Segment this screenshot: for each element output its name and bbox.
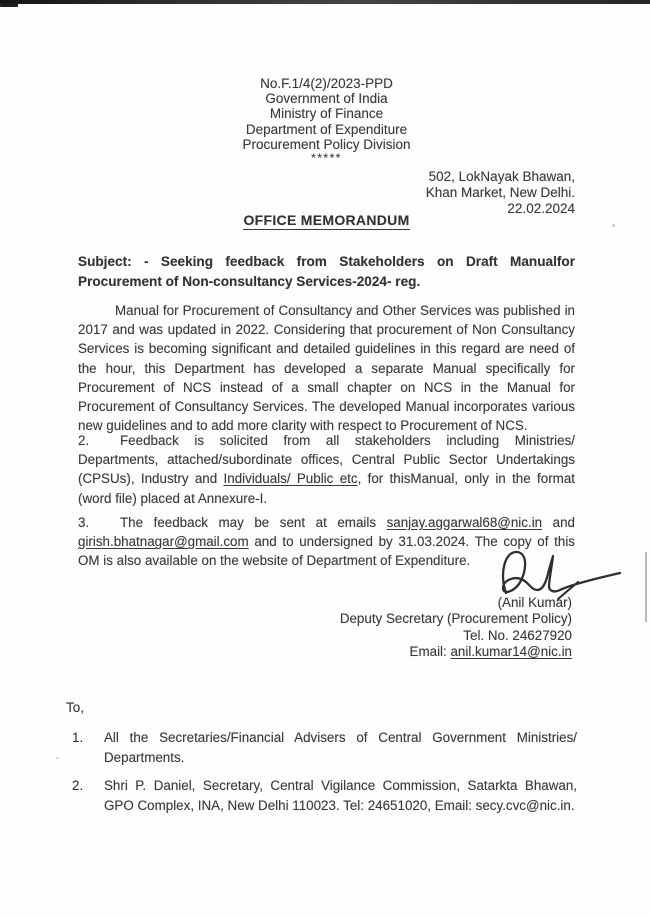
memo-date: 22.02.2024 — [507, 200, 575, 216]
letterhead — [78, 76, 575, 165]
paragraph-2-text: Feedback is solicited from all stakeholders including Ministries/ Departments, attached/subordinate offices, Central Public Sector Undertakings (CPSUs), Industry and — [78, 433, 575, 487]
scan-artifact-top-line — [0, 0, 650, 4]
recipient-2-text: Shri P. Daniel, Secretary, Central Vigilance Commission, Satarkta Bhawan, GPO Complex, INA, New Delhi 110023. Tel: 24651020, Email: secy.cvc@nic.in. — [104, 778, 577, 813]
paragraph-3-number: 3. — [78, 515, 90, 530]
signatory-name: (Anil Kumar) — [497, 595, 572, 610]
signatory-email: anil.kumar14@nic.in — [450, 644, 572, 660]
paragraph-3-text: The feedback may be sent at emails — [120, 515, 387, 530]
paragraph-3-text-mid: and — [542, 515, 576, 530]
signatory-block — [340, 595, 572, 661]
paragraph-1: Manual for Procurement of Consultancy and Other Services was published in 2017 and was updated in 2022. Considering that procurement of Non Consultancy Services is becoming significant and detailed guidelines in this regard are need of the hour, this Department has developed a separate Manual specifically for Procurement of NCS instead of a small chapter on NCS in the Manual for Procurement of Consultancy Services. The developed Manual incorporates various new guidelines and to add more clarity with respect to Procurement of NCS. — [78, 303, 575, 434]
recipient-1-number: 1. — [72, 730, 84, 745]
scan-artifact-right-edge — [645, 552, 647, 622]
subject-block — [78, 252, 575, 291]
address-line-1: 502, LokNayak Bhawan, — [428, 169, 575, 184]
paragraph-3-text-end: and to undersigned by 31.03.2024. The copy of this OM is also available on the website of Department of Expenditure. — [78, 534, 575, 569]
paragraph-2-number: 2. — [78, 433, 90, 448]
divider-asterisks: ***** — [311, 151, 342, 166]
paragraph-2-text-end: , for thisManual, only in the format (word file) placed at Annexure-I. — [78, 471, 575, 506]
paragraph-2 — [78, 431, 575, 508]
subject-line-1: Subject: - Seeking feedback from Stakeholders on Draft Manualfor — [78, 254, 575, 269]
org-line-division: Procurement Policy Division — [242, 136, 411, 152]
signatory-telephone: Tel. No. 24627920 — [463, 627, 572, 643]
scan-speck — [612, 224, 615, 227]
recipient-2-number: 2. — [72, 778, 84, 793]
address-line-2: Khan Market, New Delhi. — [425, 184, 575, 200]
org-line-department: Department of Expenditure — [245, 121, 408, 137]
paragraph-2-underlined-text: Individuals/ Public etc — [223, 471, 358, 487]
org-line-country: Government of India — [265, 91, 388, 107]
memo-title: OFFICE MEMORANDUM — [243, 212, 410, 228]
recipient-item-2 — [72, 776, 577, 815]
feedback-email-2: girish.bhatnagar@gmail.com — [78, 534, 249, 550]
memo-title-wrap — [78, 212, 575, 230]
subject-line-2: Procurement of Non-consultancy Services-2024- reg. — [78, 273, 421, 289]
reference-number: No.F.1/4(2)/2023-PPD — [260, 76, 393, 91]
recipient-item-1 — [72, 728, 577, 767]
scan-speck — [56, 757, 59, 759]
signatory-email-line — [340, 644, 572, 660]
recipient-1-text: All the Secretaries/Financial Advisers of Central Government Ministries/ Departments. — [104, 730, 577, 765]
email-label: Email: — [409, 644, 451, 660]
address-block — [426, 169, 575, 216]
feedback-email-1: sanjay.aggarwal68@nic.in — [386, 515, 543, 530]
to-label: To, — [66, 700, 85, 715]
signatory-designation: Deputy Secretary (Procurement Policy) — [339, 611, 572, 627]
recipient-list — [72, 728, 577, 824]
scan-artifact-blob — [0, 3, 18, 7]
org-line-ministry: Ministry of Finance — [269, 106, 384, 122]
